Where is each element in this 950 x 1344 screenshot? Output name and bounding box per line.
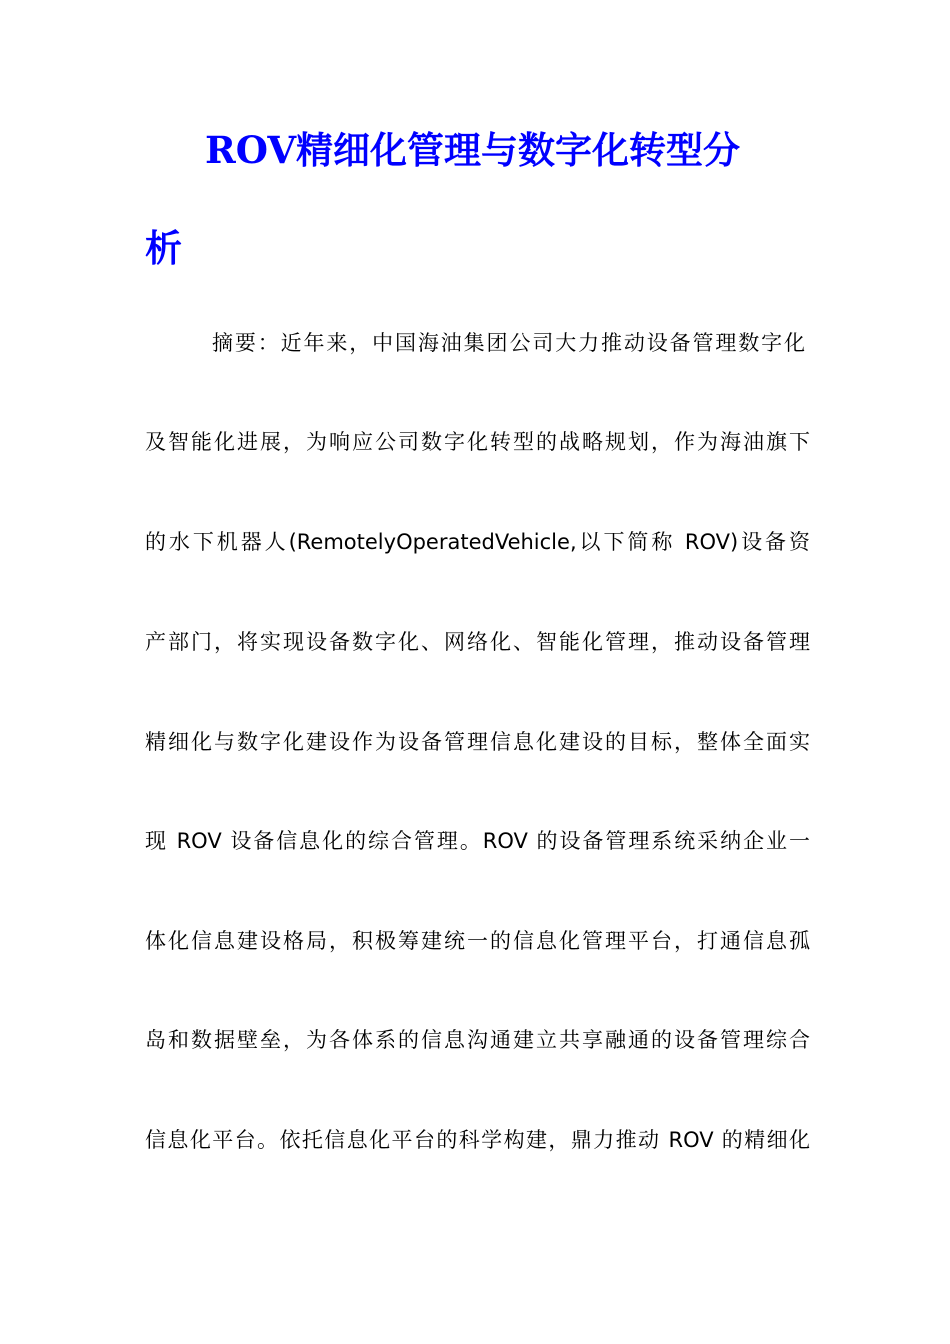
abstract-line-2: 及智能化进展，为响应公司数字化转型的战略规划，作为海油旗下: [145, 430, 810, 454]
abstract-line-6: 现 ROV 设备信息化的综合管理。ROV 的设备管理系统采纳企业一: [145, 829, 810, 853]
abstract-line-1: 摘要：近年来，中国海油集团公司大力推动设备管理数字化: [212, 331, 805, 355]
abstract-line-5: 精细化与数字化建设作为设备管理信息化建设的目标，整体全面实: [145, 730, 810, 754]
abstract-line-8: 岛和数据壁垒，为各体系的信息沟通建立共享融通的设备管理综合: [145, 1028, 810, 1052]
abstract-line-3: 的水下机器人(RemotelyOperatedVehicle,以下简称 ROV)设备资: [145, 530, 810, 554]
abstract-line-4: 产部门，将实现设备数字化、网络化、智能化管理，推动设备管理: [145, 630, 810, 654]
document-title-line-1: ROV精细化管理与数字化转型分: [205, 128, 741, 172]
document-title-line-2: 析: [145, 226, 182, 270]
abstract-line-7: 体化信息建设格局，积极筹建统一的信息化管理平台，打通信息孤: [145, 929, 810, 953]
abstract-line-9: 信息化平台。依托信息化平台的科学构建，鼎力推动 ROV 的精细化: [145, 1128, 810, 1152]
